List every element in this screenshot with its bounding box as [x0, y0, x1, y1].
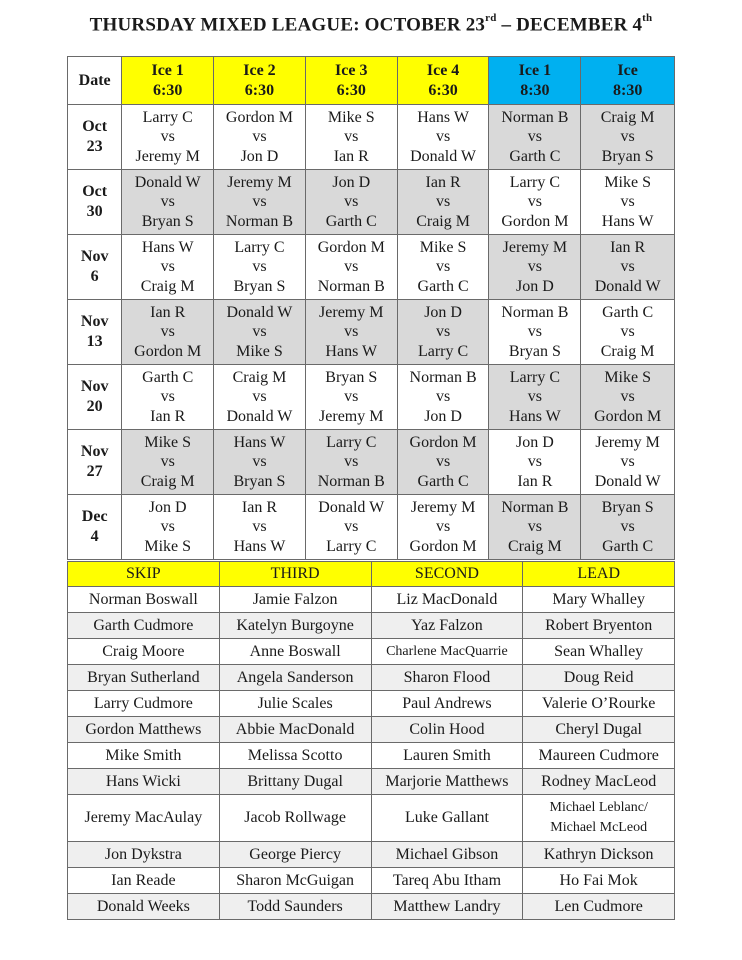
matchup-cell — [214, 495, 306, 560]
date-day: 30 — [86, 203, 103, 220]
team-away: Garth C — [509, 147, 561, 165]
team-home: Ian R — [150, 303, 186, 321]
team-home: Jeremy M — [410, 498, 476, 516]
team-away: Donald W — [410, 147, 477, 165]
team-home: Jeremy M — [227, 173, 292, 191]
team-away: Jon D — [240, 147, 279, 165]
matchup-cell — [122, 105, 214, 170]
team-away: Bryan S — [601, 147, 654, 165]
vs-label: vs — [252, 128, 267, 146]
header-line2: 6:30 — [153, 81, 183, 99]
roster-row — [68, 639, 675, 665]
team-away: Jeremy M — [319, 407, 384, 425]
header-ice-5 — [489, 57, 581, 105]
roster-cell: Larry Cudmore — [68, 691, 220, 717]
team-away: Bryan S — [233, 277, 286, 295]
team-away: Gordon M — [134, 342, 202, 360]
vs-label: vs — [620, 258, 635, 276]
header-line1: Date — [78, 71, 111, 89]
schedule-row — [68, 430, 675, 495]
matchup-cell — [214, 300, 306, 365]
team-home: Gordon M — [225, 108, 293, 126]
team-away: Gordon M — [594, 407, 662, 425]
vs-label: vs — [527, 128, 542, 146]
team-away: Larry C — [417, 342, 469, 360]
team-away: Ian R — [517, 472, 553, 490]
team-away: Jon D — [516, 277, 554, 295]
matchup-cell — [305, 365, 397, 430]
roster-cell: Michael Gibson — [371, 842, 523, 868]
header-line2: 6:30 — [336, 81, 366, 99]
matchup-cell — [122, 170, 214, 235]
roster-row — [68, 691, 675, 717]
roster-cell: Yaz Falzon — [371, 613, 523, 639]
date-cell — [68, 300, 122, 365]
team-away: Hans W — [601, 212, 654, 230]
roster-cell: Hans Wicki — [68, 769, 220, 795]
roster-cell: Colin Hood — [371, 717, 523, 743]
header-line1: Ice 1 — [518, 61, 552, 79]
header-line1: Ice 1 — [151, 61, 184, 79]
roster-cell: Garth Cudmore — [68, 613, 220, 639]
roster-row — [68, 769, 675, 795]
matchup-cell — [489, 495, 581, 560]
matchup-cell — [122, 430, 214, 495]
vs-label: vs — [620, 323, 635, 341]
vs-label: vs — [160, 258, 175, 276]
roster-row — [68, 743, 675, 769]
matchup-cell — [489, 105, 581, 170]
vs-label: vs — [252, 193, 267, 211]
team-home: Jon D — [424, 303, 462, 321]
roster-row — [68, 613, 675, 639]
team-home: Gordon M — [409, 433, 477, 451]
team-home: Ian R — [241, 498, 277, 516]
vs-label: vs — [160, 388, 175, 406]
roster-cell: Luke Gallant — [371, 795, 523, 842]
roster-cell: Bryan Sutherland — [68, 665, 220, 691]
team-home: Larry C — [234, 238, 285, 256]
team-away: Craig M — [600, 342, 655, 360]
vs-label: vs — [252, 388, 267, 406]
matchup-cell — [305, 170, 397, 235]
roster-cell: Cheryl Dugal — [523, 717, 675, 743]
team-home: Ian R — [610, 238, 646, 256]
matchup-cell — [581, 170, 675, 235]
matchup-cell — [489, 430, 581, 495]
team-home: Larry C — [509, 368, 560, 386]
roster-cell: Kathryn Dickson — [523, 842, 675, 868]
roster-row — [68, 868, 675, 894]
roster-row — [68, 894, 675, 920]
team-away: Gordon M — [501, 212, 569, 230]
team-home: Jon D — [332, 173, 371, 191]
date-day: 23 — [86, 138, 103, 155]
team-away: Donald W — [594, 472, 661, 490]
roster-cell: Gordon Matthews — [68, 717, 220, 743]
team-home: Mike S — [419, 238, 467, 256]
roster-cell: Jon Dykstra — [68, 842, 220, 868]
schedule-row — [68, 365, 675, 430]
team-home: Hans W — [141, 238, 194, 256]
header-line1: Ice 4 — [426, 61, 460, 79]
team-home: Bryan S — [325, 368, 378, 386]
roster-cell: Jacob Rollwage — [219, 795, 371, 842]
roster-cell: Jeremy MacAulay — [68, 795, 220, 842]
team-away: Garth C — [417, 472, 469, 490]
date-cell — [68, 105, 122, 170]
team-away: Norman B — [225, 212, 293, 230]
vs-label: vs — [527, 518, 542, 536]
vs-label: vs — [527, 258, 542, 276]
vs-label: vs — [435, 193, 451, 211]
vs-label: vs — [252, 323, 267, 341]
team-home: Norman B — [409, 368, 477, 386]
team-away: Jeremy M — [135, 147, 200, 165]
matchup-cell — [122, 300, 214, 365]
date-cell — [68, 170, 122, 235]
roster-cell: Norman Boswall — [68, 587, 220, 613]
page-title: THURSDAY MIXED LEAGUE: OCTOBER 23rd – DECEMBER 4th — [89, 12, 653, 36]
vs-label: vs — [160, 193, 175, 211]
matchup-cell — [397, 430, 489, 495]
team-away: Bryan S — [508, 342, 561, 360]
roster-cell: Matthew Landry — [371, 894, 523, 920]
matchup-cell — [214, 235, 306, 300]
vs-label: vs — [527, 388, 542, 406]
schedule-row — [68, 300, 675, 365]
team-home: Norman B — [501, 498, 569, 516]
team-home: Garth C — [602, 303, 654, 321]
roster-cell: Jamie Falzon — [219, 587, 371, 613]
vs-label: vs — [527, 323, 542, 341]
date-month: Nov — [80, 313, 109, 330]
team-away: Craig M — [140, 277, 195, 295]
date-day: 6 — [90, 268, 99, 285]
team-home: Jeremy M — [502, 238, 568, 256]
matchup-cell — [122, 495, 214, 560]
vs-label: vs — [344, 258, 359, 276]
team-home: Hans W — [417, 108, 469, 126]
team-home: Hans W — [233, 433, 286, 451]
date-day: 27 — [86, 463, 103, 480]
team-away: Mike S — [236, 342, 283, 360]
team-home: Jeremy M — [319, 303, 384, 321]
matchup-cell — [214, 170, 306, 235]
roster-cell: Brittany Dugal — [219, 769, 371, 795]
matchup-cell — [305, 495, 397, 560]
vs-label: vs — [620, 193, 635, 211]
team-home: Donald W — [134, 173, 201, 191]
date-cell — [68, 495, 122, 560]
date-day: 13 — [86, 333, 103, 350]
roster-cell: Charlene MacQuarrie — [371, 639, 523, 665]
header-ice-1 — [122, 57, 214, 105]
matchup-cell — [397, 235, 489, 300]
team-home: Jeremy M — [595, 433, 660, 451]
roster-row — [68, 717, 675, 743]
team-home: Donald W — [318, 498, 385, 516]
team-away: Mike S — [144, 537, 192, 555]
date-cell — [68, 365, 122, 430]
roster-cell: Mike Smith — [68, 743, 220, 769]
roster-header-skip: SKIP — [68, 562, 220, 587]
team-away: Garth C — [417, 277, 469, 295]
header-date — [68, 57, 122, 105]
header-line1: Ice 3 — [335, 61, 368, 79]
vs-label: vs — [344, 453, 359, 471]
team-away: Bryan S — [141, 212, 194, 230]
matchup-cell — [305, 430, 397, 495]
vs-label: vs — [527, 193, 542, 211]
team-away: Bryan S — [233, 472, 286, 490]
header-ice-6 — [581, 57, 675, 105]
roster-header-lead: LEAD — [523, 562, 675, 587]
matchup-cell — [581, 235, 675, 300]
vs-label: vs — [160, 128, 175, 146]
roster-cell: Tareq Abu Itham — [371, 868, 523, 894]
team-away: Donald W — [226, 407, 293, 425]
team-away: Craig M — [416, 212, 470, 230]
roster-row — [68, 587, 675, 613]
roster-row — [68, 842, 675, 868]
team-home: Craig M — [600, 108, 655, 126]
team-away: Hans W — [233, 537, 286, 555]
matchup-cell — [397, 170, 489, 235]
roster-cell: Anne Boswall — [219, 639, 371, 665]
team-home: Norman B — [501, 108, 569, 126]
matchup-cell — [122, 235, 214, 300]
date-month: Nov — [80, 248, 109, 265]
header-line2: 6:30 — [428, 81, 458, 99]
matchup-cell — [581, 365, 675, 430]
team-away: Hans W — [325, 342, 378, 360]
schedule-row — [68, 235, 675, 300]
team-home: Larry C — [509, 173, 560, 191]
roster-cell: Todd Saunders — [219, 894, 371, 920]
date-day: 20 — [86, 398, 103, 415]
team-home: Jon D — [516, 433, 554, 451]
schedule-row — [68, 105, 675, 170]
roster-header-second: SECOND — [371, 562, 523, 587]
team-home: Mike S — [327, 108, 375, 126]
header-ice-3 — [305, 57, 397, 105]
roster-cell: Michael Leblanc/ Michael McLeod — [523, 795, 675, 842]
roster-cell: Marjorie Matthews — [371, 769, 523, 795]
roster-header-row — [68, 562, 675, 587]
roster-cell: Craig Moore — [68, 639, 220, 665]
header-line1: Ice — [617, 61, 638, 79]
matchup-cell — [581, 300, 675, 365]
vs-label: vs — [252, 258, 267, 276]
roster-cell: Sharon Flood — [371, 665, 523, 691]
team-home: Larry C — [326, 433, 377, 451]
team-away: Larry C — [326, 537, 377, 555]
date-month: Dec — [81, 508, 108, 525]
vs-label: vs — [435, 453, 451, 471]
roster-cell: Ho Fai Mok — [523, 868, 675, 894]
roster-cell: Maureen Cudmore — [523, 743, 675, 769]
team-away: Ian R — [333, 147, 369, 165]
roster-cell: Liz MacDonald — [371, 587, 523, 613]
matchup-cell — [489, 365, 581, 430]
date-month: Nov — [80, 443, 109, 460]
matchup-cell — [305, 300, 397, 365]
roster-header-third: THIRD — [219, 562, 371, 587]
roster-cell: Robert Bryenton — [523, 613, 675, 639]
team-home: Larry C — [142, 108, 193, 126]
matchup-cell — [397, 300, 489, 365]
date-month: Oct — [82, 118, 108, 135]
schedule-row — [68, 170, 675, 235]
vs-label: vs — [160, 518, 175, 536]
roster-cell: Julie Scales — [219, 691, 371, 717]
team-home: Bryan S — [601, 498, 654, 516]
roster-row — [68, 795, 675, 842]
date-day: 4 — [90, 528, 99, 545]
vs-label: vs — [344, 518, 359, 536]
team-away: Ian R — [150, 407, 186, 425]
vs-label: vs — [435, 388, 451, 406]
vs-label: vs — [620, 453, 635, 471]
vs-label: vs — [435, 323, 451, 341]
matchup-cell — [122, 365, 214, 430]
vs-label: vs — [252, 453, 267, 471]
team-away: Craig M — [508, 537, 562, 555]
roster-cell: Rodney MacLeod — [523, 769, 675, 795]
team-away: Hans W — [509, 407, 561, 425]
team-home: Ian R — [425, 173, 461, 191]
vs-label: vs — [435, 258, 451, 276]
matchup-cell — [397, 495, 489, 560]
roster-cell: Melissa Scotto — [219, 743, 371, 769]
matchup-cell — [581, 430, 675, 495]
header-line2: 6:30 — [244, 81, 275, 99]
roster-cell: Ian Reade — [68, 868, 220, 894]
roster-cell: Donald Weeks — [68, 894, 220, 920]
roster-row — [68, 665, 675, 691]
team-away: Donald W — [594, 277, 661, 295]
roster-cell: Valerie O’Rourke — [523, 691, 675, 717]
vs-label: vs — [344, 193, 359, 211]
header-ice-4 — [397, 57, 489, 105]
header-ice-2 — [214, 57, 306, 105]
matchup-cell — [489, 300, 581, 365]
roster-cell: Sharon McGuigan — [219, 868, 371, 894]
header-line1: Ice 2 — [243, 61, 276, 79]
roster-cell: Angela Sanderson — [219, 665, 371, 691]
team-home: Norman B — [501, 303, 569, 321]
team-away: Jon D — [424, 407, 462, 425]
roster-cell: Abbie MacDonald — [219, 717, 371, 743]
team-away: Craig M — [140, 472, 195, 490]
matchup-cell — [305, 235, 397, 300]
team-away: Norman B — [317, 277, 385, 295]
schedule-header-row — [68, 57, 675, 105]
vs-label: vs — [160, 323, 175, 341]
team-home: Mike S — [144, 433, 192, 451]
roster-cell: Katelyn Burgoyne — [219, 613, 371, 639]
matchup-cell — [489, 170, 581, 235]
date-cell — [68, 235, 122, 300]
matchup-cell — [214, 105, 306, 170]
matchup-cell — [581, 495, 675, 560]
matchup-cell — [397, 105, 489, 170]
team-home: Garth C — [142, 368, 194, 386]
roster-cell: George Piercy — [219, 842, 371, 868]
matchup-cell — [397, 365, 489, 430]
date-month: Nov — [80, 378, 109, 395]
roster-table — [67, 561, 675, 920]
team-home: Mike S — [604, 368, 651, 386]
header-line2: 8:30 — [612, 81, 643, 99]
matchup-cell — [489, 235, 581, 300]
date-month: Oct — [82, 183, 108, 200]
roster-cell: Len Cudmore — [523, 894, 675, 920]
vs-label: vs — [435, 128, 451, 146]
roster-cell: Paul Andrews — [371, 691, 523, 717]
date-cell — [68, 430, 122, 495]
schedule-row — [68, 495, 675, 560]
team-home: Donald W — [226, 303, 293, 321]
matchup-cell — [305, 105, 397, 170]
roster-cell: Doug Reid — [523, 665, 675, 691]
vs-label: vs — [160, 453, 175, 471]
vs-label: vs — [344, 323, 359, 341]
vs-label: vs — [620, 518, 635, 536]
vs-label: vs — [527, 453, 542, 471]
team-home: Craig M — [232, 368, 287, 386]
matchup-cell — [214, 430, 306, 495]
vs-label: vs — [435, 518, 451, 536]
vs-label: vs — [620, 388, 635, 406]
roster-cell: Mary Whalley — [523, 587, 675, 613]
roster-cell: Sean Whalley — [523, 639, 675, 665]
header-line2: 8:30 — [520, 81, 550, 99]
vs-label: vs — [344, 128, 359, 146]
matchup-cell — [214, 365, 306, 430]
roster-cell: Lauren Smith — [371, 743, 523, 769]
schedule-table — [67, 56, 675, 560]
vs-label: vs — [252, 518, 267, 536]
team-home: Gordon M — [317, 238, 385, 256]
team-away: Norman B — [317, 472, 385, 490]
team-away: Gordon M — [409, 537, 477, 555]
vs-label: vs — [620, 128, 635, 146]
vs-label: vs — [344, 388, 359, 406]
matchup-cell — [581, 105, 675, 170]
team-away: Garth C — [325, 212, 377, 230]
team-home: Mike S — [604, 173, 651, 191]
team-home: Jon D — [148, 498, 187, 516]
team-away: Garth C — [602, 537, 654, 555]
